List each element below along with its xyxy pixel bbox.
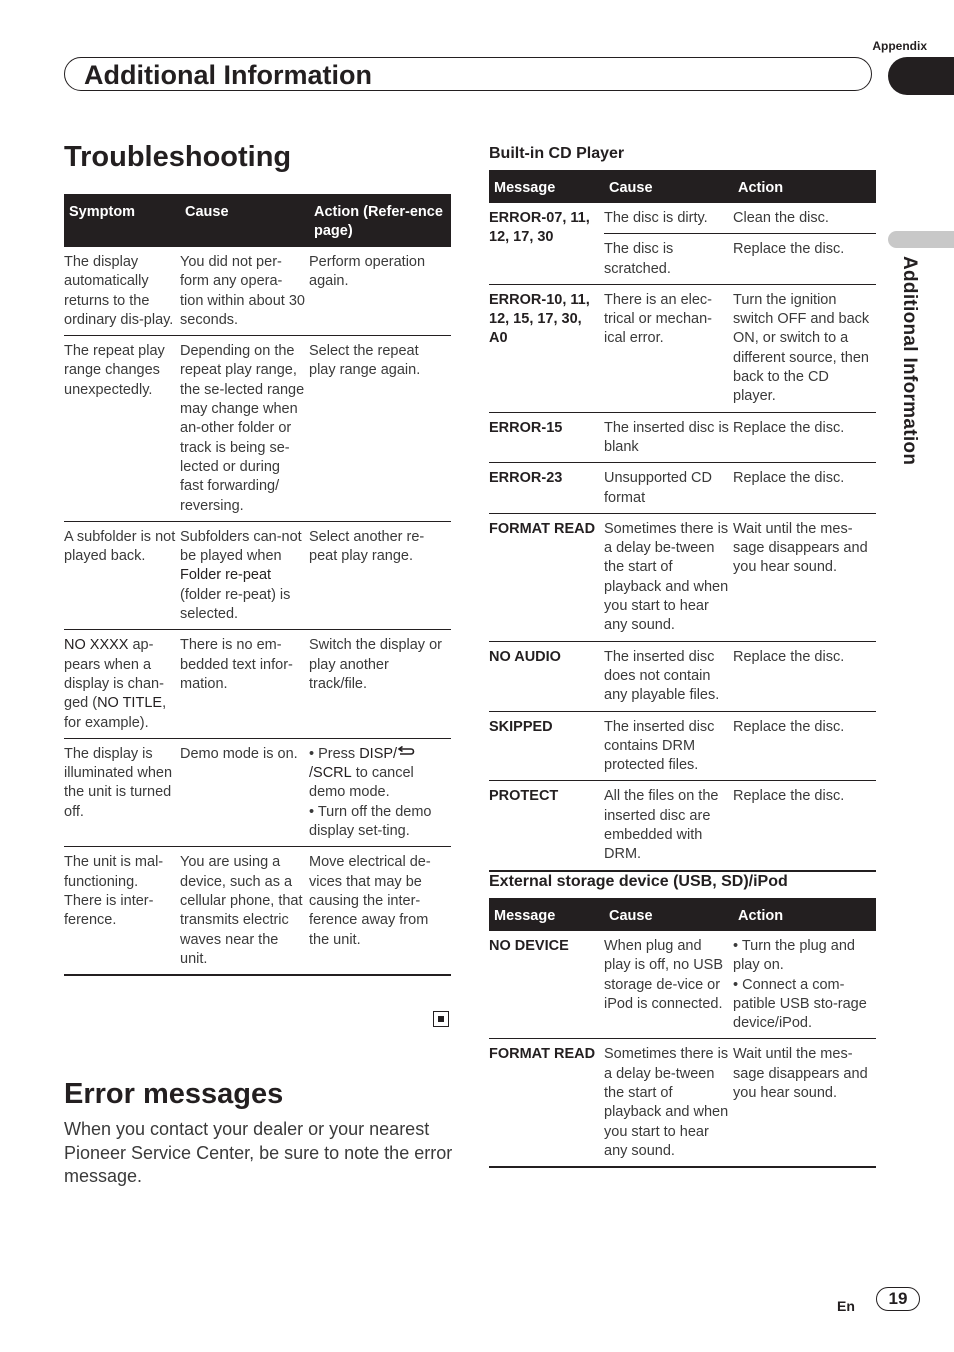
button-name: DISP <box>359 745 394 762</box>
action-cell: Wait until the mes-sage disappears and you hear sound. <box>733 513 876 641</box>
cause-cell: You did not per-form any opera-tion within about 30 seconds. <box>180 247 309 336</box>
table-row <box>489 463 876 514</box>
cause-cell: Demo mode is on. <box>180 738 309 846</box>
usb-error-table <box>489 898 876 1168</box>
action-step: • Turn off the demo display set-ting. <box>309 803 432 840</box>
message-cell: ERROR-15 <box>489 412 604 463</box>
cd-error-table <box>489 170 876 872</box>
message-cell: ERROR-23 <box>489 463 604 514</box>
table-header-row <box>489 170 876 203</box>
symptom-cell: The display automatically returns to the ordinary dis-play. <box>64 247 180 336</box>
external-storage-heading: External storage device (USB, SD)/iPod <box>489 873 788 890</box>
cause-cell: Sometimes there is a delay be-tween the start of playback and when you start to hear any sound. <box>604 513 733 641</box>
setting-name: Folder re-peat <box>180 567 272 584</box>
column-header: Cause <box>604 170 733 203</box>
action-cell: Perform operation again. <box>309 247 451 336</box>
table-row <box>64 738 451 846</box>
table-row <box>489 412 876 463</box>
cause-text: Subfolders can-not be played when <box>180 528 302 565</box>
action-cell: Replace the disc. <box>733 781 876 871</box>
symptom-cell: The display is illuminated when the unit is turned off. <box>64 738 180 846</box>
button-name: SCRL <box>313 765 352 782</box>
cause-cell: The inserted disc is blank <box>604 412 733 463</box>
symptom-cell: A subfolder is not played back. <box>64 521 180 629</box>
section-end-mark-icon <box>433 1011 449 1027</box>
action-cell: Select another re-peat play range. <box>309 521 451 629</box>
table-row <box>489 284 876 412</box>
page-number: 19 <box>876 1287 920 1311</box>
symptom-text: , for example). <box>64 695 167 731</box>
language-code: En <box>837 1298 855 1314</box>
table-row <box>64 630 451 738</box>
table-header-row <box>64 194 451 247</box>
message-cell: ERROR-10, 11, 12, 15, 17, 30, A0 <box>489 284 604 412</box>
display-message: NO TITLE <box>97 695 163 712</box>
cause-cell: There is no em-bedded text infor-mation. <box>180 630 309 738</box>
slash-separator: / <box>393 745 398 762</box>
cause-cell: The disc is dirty. <box>604 203 733 234</box>
symptom-cell: The repeat play range changes unexpectedly. <box>64 336 180 522</box>
message-cell: SKIPPED <box>489 711 604 781</box>
back-arrow-icon <box>397 746 415 758</box>
column-header: Message <box>489 170 604 203</box>
cause-cell: There is an elec-trical or mechan-ical error. <box>604 284 733 412</box>
table-row <box>64 847 451 975</box>
action-cell: Replace the disc. <box>733 463 876 514</box>
table-row <box>489 641 876 711</box>
action-cell: Switch the display or play another track/file. <box>309 630 451 738</box>
error-messages-title: Error messages <box>64 1078 284 1110</box>
cause-cell: You are using a device, such as a cellular phone, that transmits electric waves near the unit. <box>180 847 309 975</box>
action-cell: Replace the disc. <box>733 641 876 711</box>
appendix-label: Appendix <box>872 39 927 53</box>
cause-cell: Sometimes there is a delay be-tween the start of playback and when you start to hear any sound. <box>604 1039 733 1167</box>
message-cell: FORMAT READ <box>489 513 604 641</box>
symptom-text: ap-pears when a display is chan-ged ( <box>64 637 164 712</box>
slash-separator: / <box>309 765 314 782</box>
column-header: Cause <box>180 194 309 247</box>
cause-cell: When plug and play is off, no USB storage de-vice or iPod is connected. <box>604 931 733 1039</box>
symptom-cell: The unit is mal-functioning. There is inter-ference. <box>64 847 180 975</box>
action-text: • Press <box>309 745 360 762</box>
symptom-cell <box>64 630 180 738</box>
column-header: Action <box>733 170 876 203</box>
table-row <box>489 203 876 234</box>
cause-cell: Depending on the repeat play range, the se-lected range may change when an-other folder or track is being se-lected or during fast forwarding/ reversing. <box>180 336 309 522</box>
cause-cell: The inserted disc contains DRM protected files. <box>604 711 733 781</box>
table-row <box>489 931 876 1039</box>
table-row <box>64 336 451 522</box>
action-cell: Replace the disc. <box>733 711 876 781</box>
column-header: Cause <box>604 898 733 931</box>
action-text: to cancel demo mode. <box>309 765 414 801</box>
column-header: Message <box>489 898 604 931</box>
cause-cell: The disc is scratched. <box>604 234 733 285</box>
cause-cell: The inserted disc does not contain any playable files. <box>604 641 733 711</box>
cd-player-heading: Built-in CD Player <box>489 145 625 162</box>
action-cell <box>733 931 876 1039</box>
cause-cell <box>180 521 309 629</box>
cause-cell: All the files on the inserted disc are embedded with DRM. <box>604 781 733 871</box>
column-header: Action <box>733 898 876 931</box>
header-title: Additional Information <box>84 60 372 90</box>
message-cell: NO DEVICE <box>489 931 604 1039</box>
column-header: Action (Refer-ence page) <box>309 194 451 247</box>
action-cell: Move electrical de-vices that may be causing the inter-ference away from the unit. <box>309 847 451 975</box>
table-row <box>489 781 876 871</box>
section-tab-marker <box>888 231 954 248</box>
message-cell: FORMAT READ <box>489 1039 604 1167</box>
action-cell: Select the repeat play range again. <box>309 336 451 522</box>
table-header-row <box>489 898 876 931</box>
action-cell: Replace the disc. <box>733 412 876 463</box>
action-cell: Wait until the mes-sage disappears and you hear sound. <box>733 1039 876 1167</box>
action-cell: Replace the disc. <box>733 234 876 285</box>
cause-cell: Unsupported CD format <box>604 463 733 514</box>
table-row <box>64 247 451 336</box>
section-tab <box>888 57 954 95</box>
table-row <box>489 711 876 781</box>
display-message: NO XXXX <box>64 637 129 654</box>
table-row <box>489 1039 876 1167</box>
action-step <box>309 745 447 803</box>
message-cell: ERROR-07, 11, 12, 17, 30 <box>489 203 604 284</box>
action-cell <box>309 738 451 846</box>
table-row <box>489 513 876 641</box>
troubleshooting-title: Troubleshooting <box>64 141 292 173</box>
action-cell: Turn the ignition switch OFF and back ON, or switch to a different source, then back to the CD player. <box>733 284 876 412</box>
troubleshooting-table <box>64 194 451 976</box>
cause-text: (folder re-peat) is selected. <box>180 586 291 623</box>
side-section-label: Additional Information <box>899 256 920 466</box>
action-cell: Clean the disc. <box>733 203 876 234</box>
table-row <box>64 521 451 629</box>
action-step: • Turn the plug and play on. <box>733 938 855 974</box>
action-step: • Connect a com-patible USB sto-rage device/iPod. <box>733 976 867 1032</box>
error-messages-intro: When you contact your dealer or your nearest Pioneer Service Center, be sure to note the error message. <box>64 1119 453 1186</box>
column-header: Symptom <box>64 194 180 247</box>
message-cell: PROTECT <box>489 781 604 871</box>
message-cell: NO AUDIO <box>489 641 604 711</box>
